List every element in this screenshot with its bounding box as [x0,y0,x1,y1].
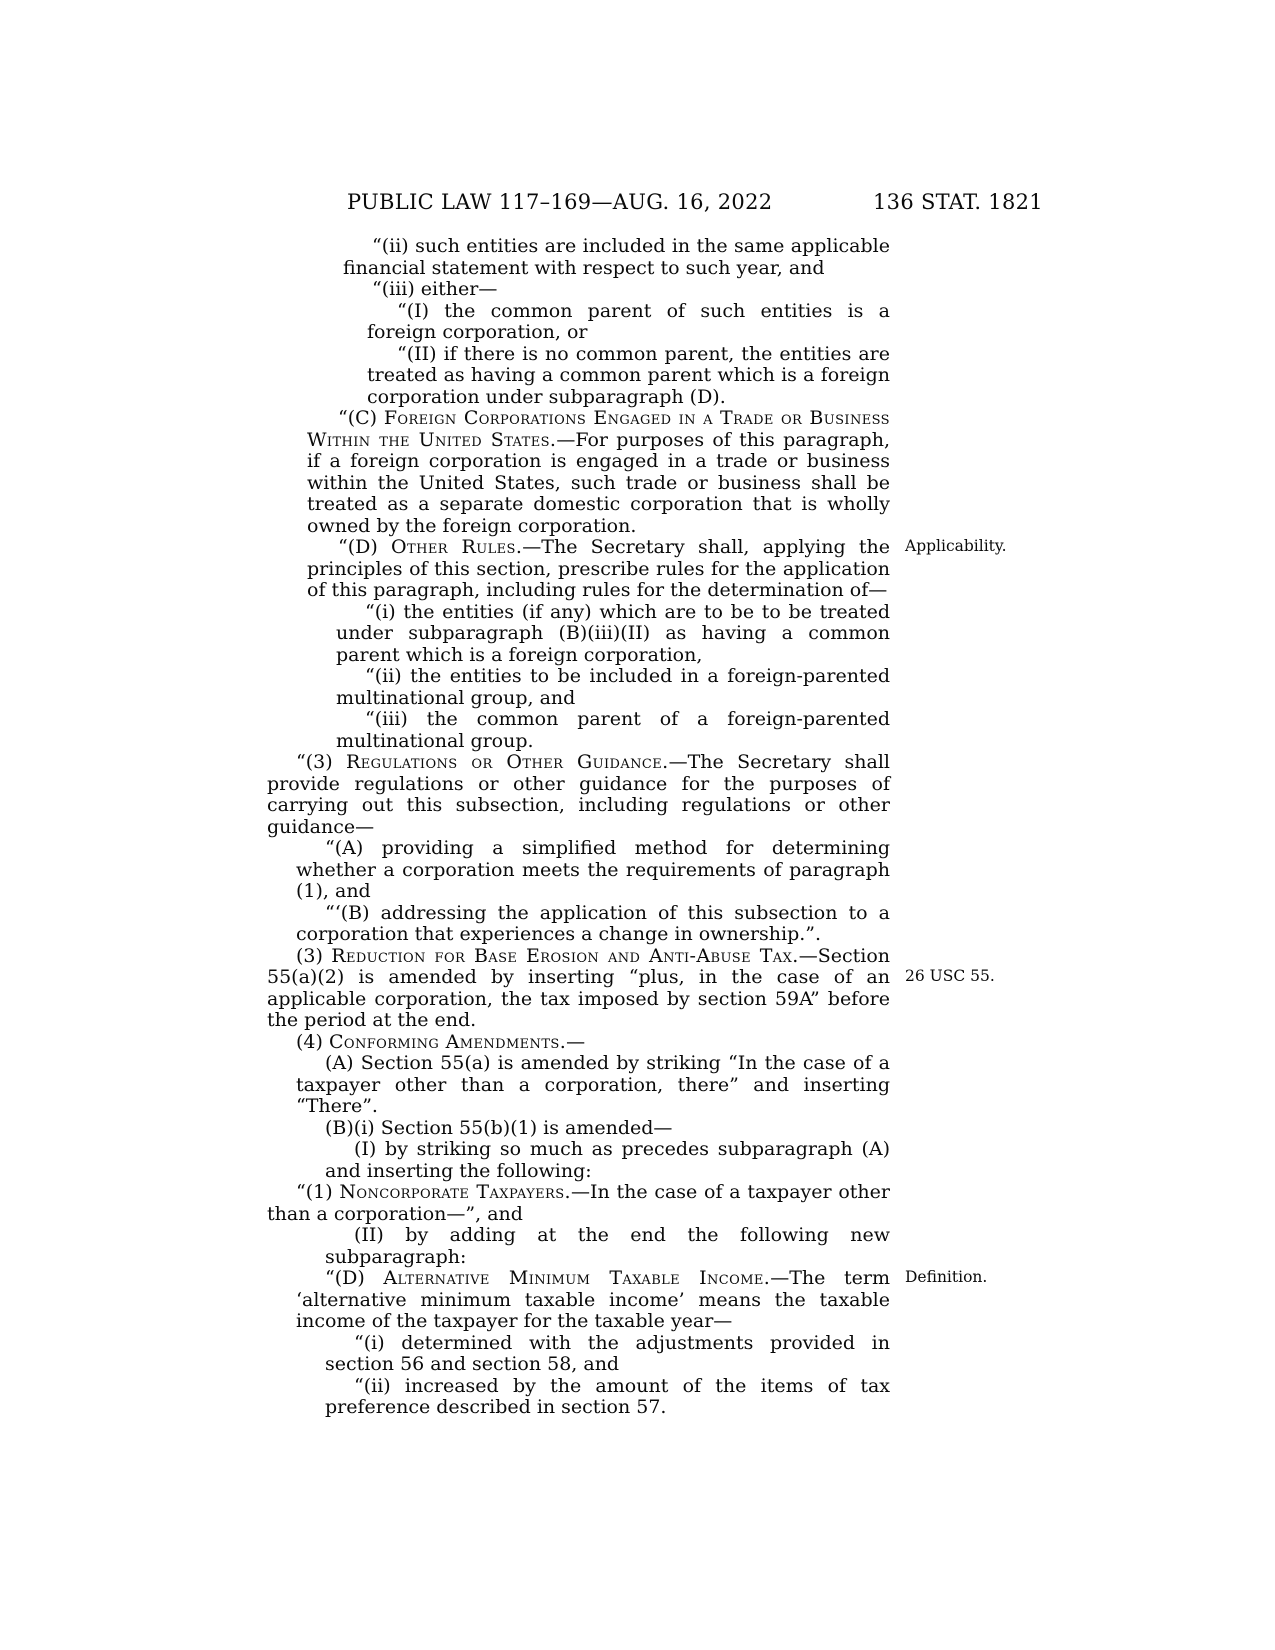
paragraph [325,1139,890,1182]
paragraph-text: “(I) the common parent of such entities is a foreign corporation, or [367,299,890,343]
paragraph [367,344,890,409]
paragraph-text: “(iii) either— [372,278,498,300]
paragraph-text: “(D) [325,1267,384,1289]
small-caps-heading: Other Rules. [391,536,523,558]
paragraph-text: (I) by striking so much as precedes subparagraph (A) and inserting the following: [325,1138,890,1182]
paragraph-text: “(i) the entities (if any) which are to be to be treated under subparagraph (B)(iii)(II) as having a common parent which is a foreign corporation, [336,600,890,666]
paragraph-text: “(C) [338,407,384,429]
margin-note: Applicability. [905,537,1007,555]
small-caps-heading: Alternative Minimum Taxable Income. [383,1267,771,1289]
paragraph [267,752,890,838]
paragraph-text: “(ii) such entities are included in the same applicable financial statement with respect to such year, and [343,235,890,279]
paragraph-text: —The Secretary shall provide regulations or other guidance for the purposes of carrying out this subsection, including regulations or other guidance— [267,751,890,838]
paragraph-text: “(A) providing a simplified method for determining whether a corporation meets the requirements of paragraph (1), and [296,837,890,902]
paragraph [343,236,890,279]
paragraph [325,1333,890,1376]
small-caps-heading: Foreign Corporations Engaged in a Trade or Business Within the United States. [307,407,890,451]
paragraph [325,1376,890,1419]
paragraph-text: “(i) determined with the adjustments provided in section 56 and section 58, and [325,1331,890,1375]
paragraph [367,301,890,344]
running-header-stat-page: 136 STAT. 1821 [873,190,1043,214]
paragraph [336,709,890,752]
paragraph [336,666,890,709]
paragraph [267,1182,890,1225]
small-caps-heading: Reduction for Base Erosion and Anti-Abuse Tax. [331,944,799,967]
paragraph [336,602,890,667]
paragraph [296,1267,988,1333]
paragraph-text: “(1) [296,1181,340,1203]
paragraph [307,536,1007,602]
paragraph-text: “(iii) the common parent of a foreign-parented multinational group. [336,708,890,752]
paragraph [296,1053,890,1118]
paragraph-text: “(ii) the entities to be included in a foreign-parented multinational group, and [336,665,890,709]
paragraph-text: —Section 55(a)(2) is amended by inserting “plus, in the case of an applicable corporation, the tax imposed by section 59A” before the period at the end. [267,944,890,1031]
paragraph-text: (4) [296,1030,329,1053]
paragraph [296,838,890,903]
paragraph-text: —For purposes of this paragraph, if a foreign corporation is engaged in a trade or business within the United States, such trade or business shall be treated as a separate domestic corporation that is wholly owned by the foreign corporation. [307,428,890,537]
paragraph-text: —In the case of a taxpayer other than a corporation—”, and [267,1181,890,1225]
paragraph [296,1118,890,1140]
margin-note: 26 USC 55. [905,967,995,985]
small-caps-heading: Regulations or Other Guidance. [346,751,669,773]
small-caps-heading: Conforming Amendments. [328,1030,567,1053]
paragraph [325,1225,890,1268]
running-header-law-title: PUBLIC LAW 117–169—AUG. 16, 2022 [347,190,773,214]
paragraph-text: “‘(B) addressing the application of this subsection to a corporation that experiences a change in ownership.”. [296,901,890,945]
small-caps-heading: Noncorporate Taxpayers. [339,1181,571,1203]
paragraph-text: (II) by adding at the end the following new subparagraph: [325,1224,890,1268]
paragraph-text: —The term ‘alternative minimum taxable income’ means the taxable income of the taxpayer for the taxable year— [296,1267,891,1332]
statute-body-text [267,235,1007,1419]
paragraph-text: “(ii) increased by the amount of the items of tax preference described in section 57. [325,1374,890,1418]
paragraph-text: (3) [296,944,332,967]
paragraph-text: “(II) if there is no common parent, the entities are treated as having a common parent which is a foreign corporation under subparagraph (D). [367,342,890,408]
margin-note: Definition. [905,1268,988,1286]
paragraph-text: (B)(i) Section 55(b)(1) is amended— [325,1116,673,1139]
paragraph [267,1032,890,1054]
paragraph [267,944,995,1032]
paragraph-text: —The Secretary shall, applying the principles of this section, prescribe rules for the application of this paragraph, including rules for the determination of— [307,536,890,601]
paragraph-text: “(3) [296,751,347,773]
paragraph-text: (A) Section 55(a) is amended by striking “In the case of a taxpayer other than a corporation, there” and inserting “There”. [296,1052,890,1117]
paragraph [296,903,890,946]
paragraph [343,279,890,301]
paragraph-text: — [566,1030,586,1053]
paragraph-text: “(D) [338,536,392,558]
running-header [0,190,1275,218]
paragraph [307,408,890,537]
